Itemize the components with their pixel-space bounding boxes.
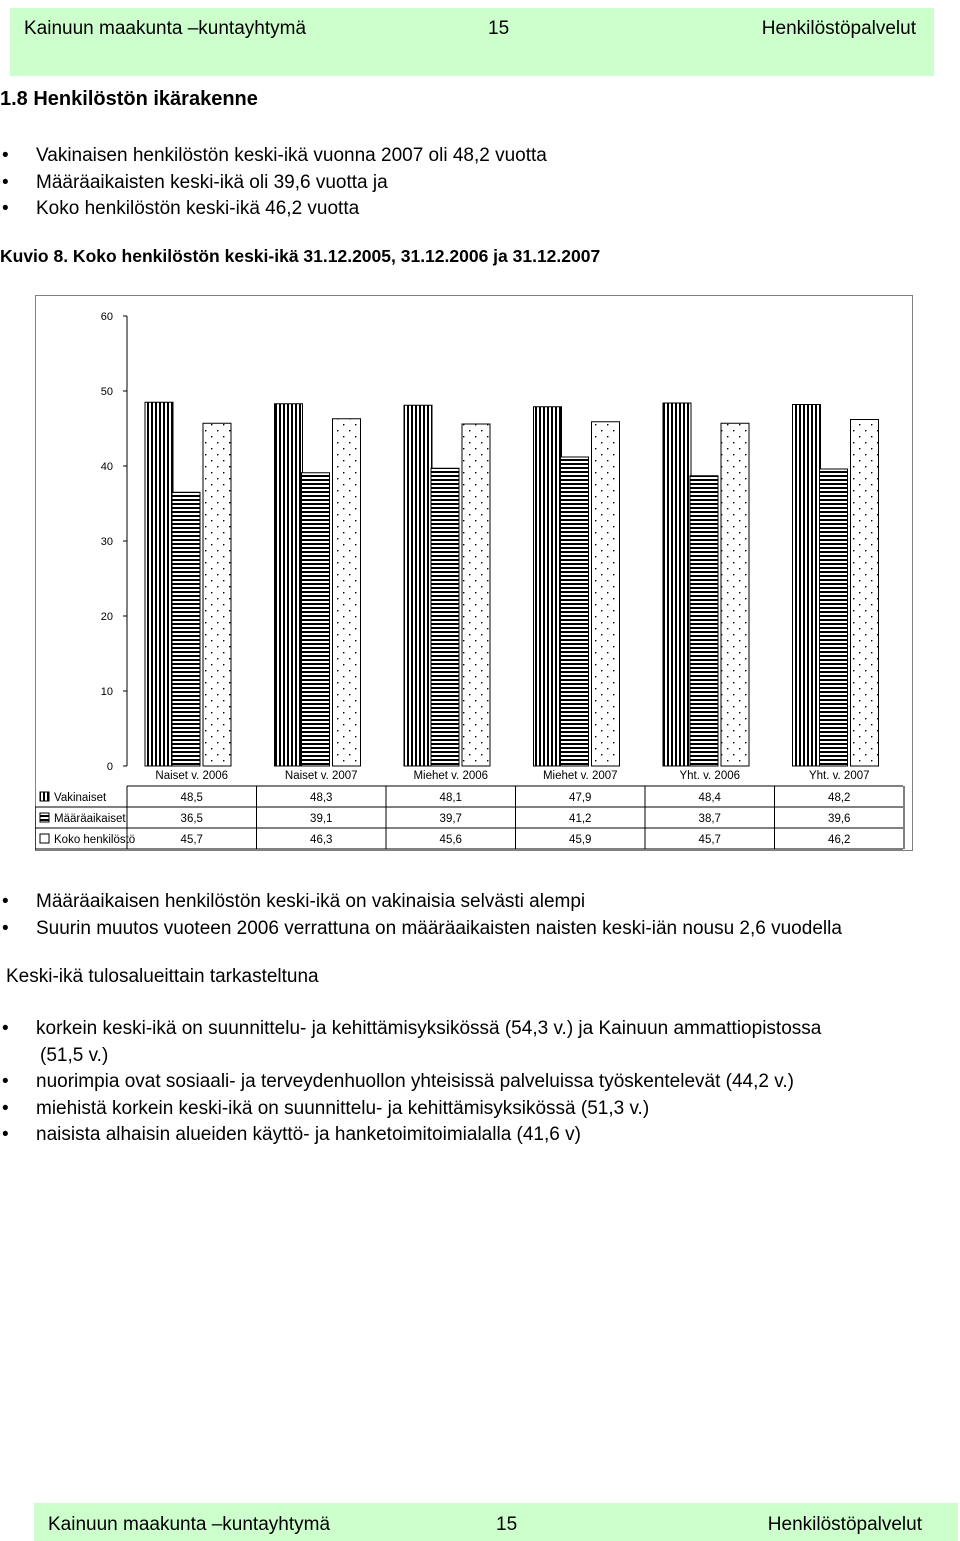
- y-tick-label: 40: [100, 461, 113, 473]
- analysis-bullet-list: [0, 889, 842, 942]
- bar-vertical-stripes: [145, 402, 173, 766]
- bar-dots: [721, 423, 749, 766]
- data-label: 48,2: [828, 792, 851, 804]
- bar-dots: [333, 419, 361, 766]
- unit-bullet-list: [0, 1016, 821, 1149]
- legend-label: Koko henkilöstö: [54, 834, 136, 846]
- bar-horizontal-stripes: [431, 468, 459, 766]
- y-tick-label: 50: [100, 386, 113, 398]
- chart-svg: [35, 295, 913, 851]
- footer-org: Kainuun maakunta –kuntayhtymä: [48, 1514, 331, 1535]
- data-label: 36,5: [180, 813, 203, 825]
- list-item: • naisista alhaisin alueiden käyttö- ja hanketoimitoimialalla (41,6 v): [0, 1122, 821, 1149]
- page-footer: [34, 1503, 958, 1541]
- data-label: 41,2: [569, 813, 592, 825]
- x-tick-label: Naiset v. 2006: [155, 770, 229, 782]
- data-label: 48,1: [439, 792, 462, 804]
- data-label: 48,5: [180, 792, 203, 804]
- list-item: [0, 1016, 821, 1069]
- y-tick-label: 60: [100, 311, 113, 323]
- list-item: • Koko henkilöstön keski-ikä 46,2 vuotta: [0, 196, 547, 223]
- bar-dots: [203, 423, 231, 766]
- x-tick-label: Miehet v. 2006: [413, 770, 489, 782]
- data-label: 48,3: [310, 792, 333, 804]
- data-label: 45,9: [569, 834, 592, 846]
- list-item: • miehistä korkein keski-ikä on suunnittelu- ja kehittämisyksikössä (51,3 v.): [0, 1096, 821, 1123]
- bar-vertical-stripes: [793, 405, 821, 767]
- header-department: Henkilöstöpalvelut: [761, 18, 916, 39]
- legend-label: Määräaikaiset: [54, 813, 126, 825]
- data-label: 39,6: [828, 813, 851, 825]
- list-item-continuation: (51,5 v.): [40, 1044, 109, 1066]
- bar-horizontal-stripes: [690, 476, 718, 766]
- list-item: • nuorimpia ovat sosiaali- ja terveydenhuollon yhteisissä palveluissa työskentelevät (44,2 v.): [0, 1069, 821, 1096]
- data-label: 39,1: [310, 813, 333, 825]
- legend-swatch-vertical-stripes: [40, 792, 49, 801]
- bar-vertical-stripes: [404, 405, 432, 766]
- list-item: • Vakinaisen henkilöstön keski-ikä vuonna 2007 oli 48,2 vuotta: [0, 143, 547, 170]
- x-tick-label: Yht. v. 2006: [679, 770, 741, 782]
- bar-dots: [592, 422, 620, 766]
- list-item-text: korkein keski-ikä on suunnittelu- ja kehittämisyksikössä (54,3 v.) ja Kainuun ammattiopistossa: [36, 1018, 822, 1039]
- y-tick-label: 10: [100, 686, 113, 698]
- data-label: 48,4: [698, 792, 721, 804]
- bar-horizontal-stripes: [302, 473, 330, 766]
- list-item: • Määräaikaisten keski-ikä oli 39,6 vuotta ja: [0, 170, 547, 197]
- data-label: 39,7: [439, 813, 462, 825]
- legend-swatch-dots: [40, 834, 49, 843]
- bar-horizontal-stripes: [172, 492, 200, 766]
- bar-dots: [462, 424, 490, 766]
- bar-dots: [851, 420, 879, 767]
- data-label: 45,7: [180, 834, 203, 846]
- bar-vertical-stripes: [534, 407, 562, 766]
- bar-horizontal-stripes: [820, 469, 848, 766]
- page-header: [10, 8, 934, 76]
- footer-page-number: 15: [496, 1514, 518, 1535]
- bar-vertical-stripes: [275, 404, 303, 766]
- list-item: • Määräaikaisen henkilöstön keski-ikä on vakinaisia selvästi alempi: [0, 889, 842, 916]
- bar-horizontal-stripes: [561, 457, 589, 766]
- y-tick-label: 0: [106, 761, 113, 773]
- legend-label: Vakinaiset: [54, 792, 107, 804]
- legend-swatch-horizontal-stripes: [40, 813, 49, 822]
- y-tick-label: 30: [100, 536, 113, 548]
- data-label: 47,9: [569, 792, 592, 804]
- footer-department: Henkilöstöpalvelut: [767, 1514, 922, 1535]
- x-tick-label: Yht. v. 2007: [808, 770, 870, 782]
- figure-caption: Kuvio 8. Koko henkilöstön keski-ikä 31.12.2005, 31.12.2006 ja 31.12.2007: [0, 246, 601, 266]
- x-tick-label: Miehet v. 2007: [542, 770, 618, 782]
- section-title: 1.8 Henkilöstön ikärakenne: [0, 88, 258, 110]
- header-page-number: 15: [488, 18, 510, 39]
- header-org: Kainuun maakunta –kuntayhtymä: [24, 18, 307, 39]
- data-label: 38,7: [698, 813, 721, 825]
- x-tick-label: Naiset v. 2007: [284, 770, 358, 782]
- subheading: Keski-ikä tulosalueittain tarkasteltuna: [6, 966, 319, 987]
- bar-chart: [35, 295, 913, 851]
- data-label: 46,3: [310, 834, 333, 846]
- bar-vertical-stripes: [663, 403, 691, 766]
- summary-bullet-list: [0, 143, 547, 223]
- y-tick-label: 20: [100, 611, 113, 623]
- data-label: 46,2: [828, 834, 851, 846]
- data-label: 45,7: [698, 834, 721, 846]
- list-item: • Suurin muutos vuoteen 2006 verrattuna on määräaikaisten naisten keski-iän nousu 2,6 vuodella: [0, 916, 842, 943]
- data-label: 45,6: [439, 834, 462, 846]
